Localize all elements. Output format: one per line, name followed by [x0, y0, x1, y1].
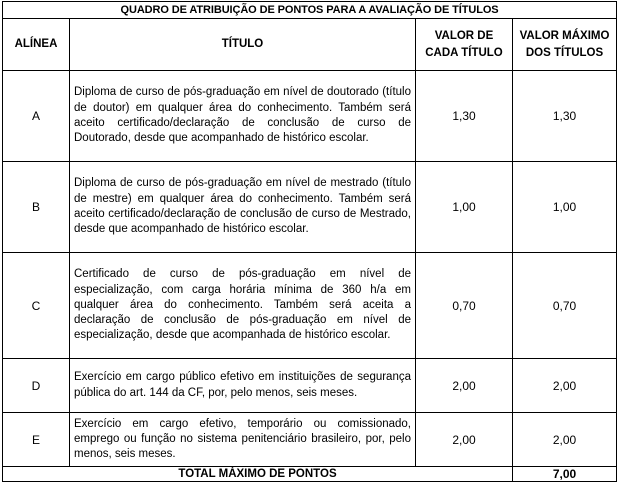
valor-cada-cell: 0,70: [416, 253, 513, 359]
header-valor-maximo: VALOR MÁXIMO DOS TÍTULOS: [513, 19, 617, 71]
table-row: [3, 253, 617, 359]
valor-maximo-cell: 2,00: [513, 413, 617, 467]
valor-cada-cell: 2,00: [416, 413, 513, 467]
header-alinea: ALÍNEA: [3, 19, 70, 71]
titulo-cell: Certificado de curso de pós-graduação em nível de especialização, com carga horária mínima de 360 h/a em qualquer área do conhecimento. Também será aceita a declaração de conclusão de pós-graduação em nível de especialização, desde que acompanhada de histórico escolar.: [70, 253, 416, 359]
titulo-cell: Exercício em cargo público efetivo em instituições de segurança pública do art. 144 da CF, por, pelo menos, seis meses.: [70, 359, 416, 413]
table-row: [3, 359, 617, 413]
alinea-cell: E: [3, 413, 70, 467]
total-label: TOTAL MÁXIMO DE PONTOS: [3, 467, 513, 482]
titulo-cell: Diploma de curso de pós-graduação em nível de mestrado (título de mestre) em qualquer área do conhecimento. Também será aceito certificado/declaração de conclusão de curso de Mestrado, desde que acompanhado de histórico escolar.: [70, 162, 416, 253]
titulo-cell: Exercício em cargo efetivo, temporário ou comissionado, emprego ou função no sistema penitenciário brasileiro, por, pelo menos, seis meses.: [70, 413, 416, 467]
alinea-cell: D: [3, 359, 70, 413]
table-row: [3, 71, 617, 162]
alinea-cell: B: [3, 162, 70, 253]
header-titulo: TÍTULO: [70, 19, 416, 71]
titulo-cell: Diploma de curso de pós-graduação em nível de doutorado (título de doutor) em qualquer área do conhecimento. Também será aceito certificado/declaração de conclusão de curso de Doutorado, desde que acompanhado de histórico escolar.: [70, 71, 416, 162]
valor-cada-cell: 2,00: [416, 359, 513, 413]
table-row: [3, 413, 617, 467]
alinea-cell: A: [3, 71, 70, 162]
valor-maximo-cell: 1,30: [513, 71, 617, 162]
total-row: [3, 467, 617, 482]
header-valor-cada: VALOR DE CADA TÍTULO: [416, 19, 513, 71]
points-table: [2, 1, 617, 482]
valor-maximo-cell: 2,00: [513, 359, 617, 413]
alinea-cell: C: [3, 253, 70, 359]
valor-cada-cell: 1,30: [416, 71, 513, 162]
table-row: [3, 162, 617, 253]
valor-maximo-cell: 1,00: [513, 162, 617, 253]
valor-maximo-cell: 0,70: [513, 253, 617, 359]
total-value: 7,00: [513, 467, 617, 482]
table-title: QUADRO DE ATRIBUIÇÃO DE PONTOS PARA A AVALIAÇÃO DE TÍTULOS: [3, 2, 617, 19]
valor-cada-cell: 1,00: [416, 162, 513, 253]
